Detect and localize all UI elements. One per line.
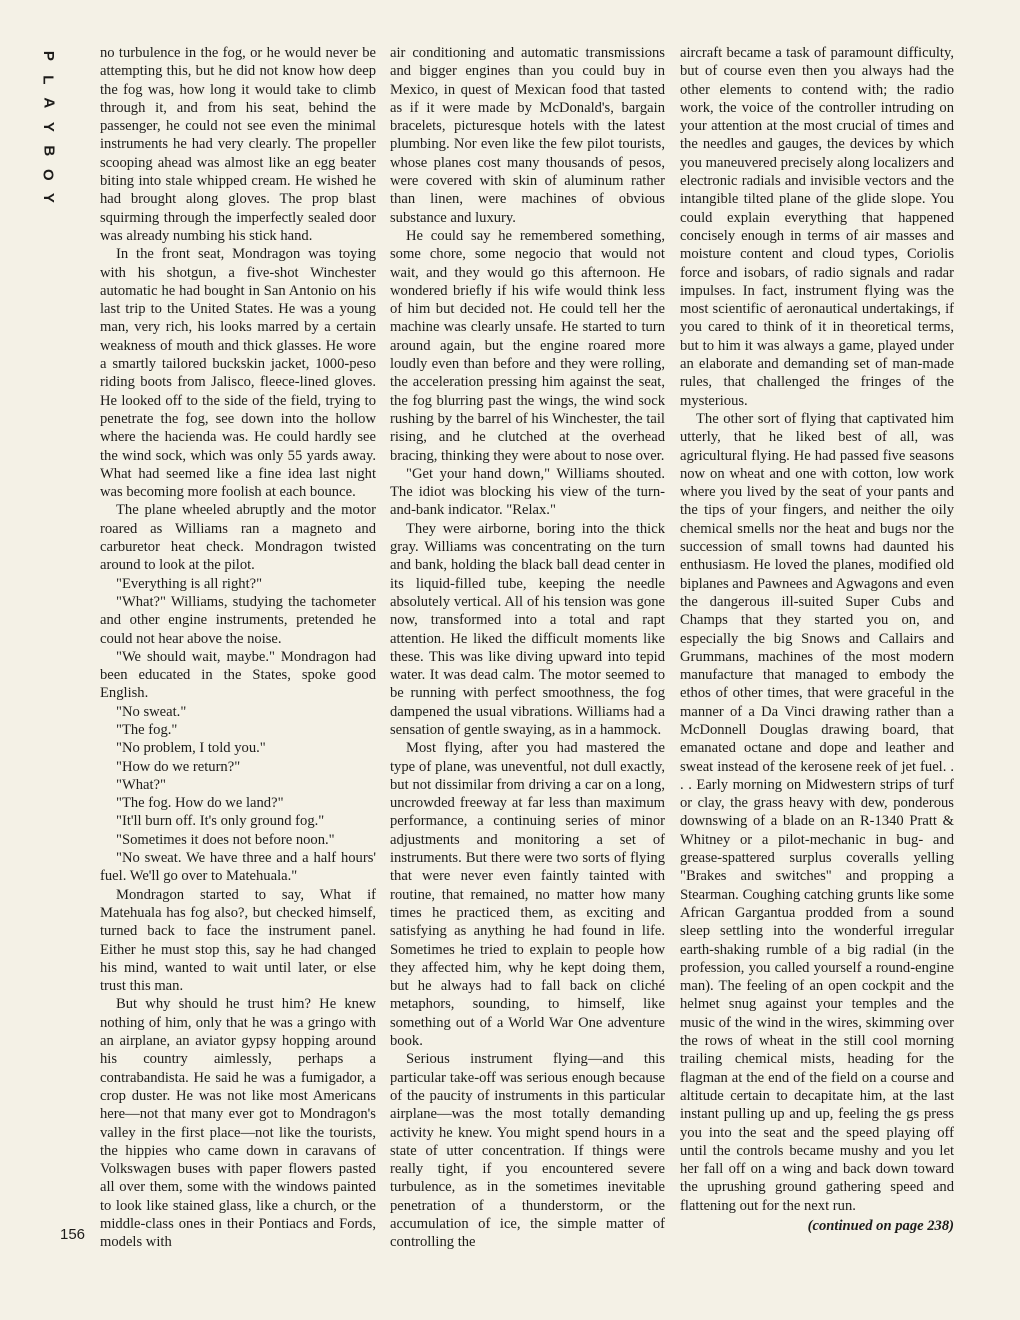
paragraph: air conditioning and automatic transmissions and bigger engines than you could buy in Mexico, in quest of Mexican food that tasted as if it were made by McDonald's, bargain bracelets, picturesque hotels with the latest plumbing. Nor even like the few pilot tourists, whose planes cost many thousands of pesos, were covered with skin of aluminum rather than linen, were machines of obvious substance and luxury. [390,45,665,226]
masthead-letter: Y [39,193,57,204]
text-column-3 [680,44,954,1235]
paragraph: "The fog. How do we land?" [116,795,284,812]
paragraph: "How do we return?" [116,758,241,775]
masthead-letter: L [39,74,57,85]
continued-note: (continued on page 238) [807,1218,954,1234]
masthead-letter: O [39,168,57,181]
paragraph: no turbulence in the fog, or he would never be attempting this, but he did not know how deep the fog was, how long it would take to climb through it, and from his seat, behind the passenger, he could not see even the minimal instruments he had very clearly. The propeller scooping ahead was almost like an egg beater biting into stale whipped cream. He wished he had brought along gloves. The prop blast squirming through the imperfectly sealed door was already numbing his stick hand. [100,45,376,244]
paragraph: "What?" Williams, studying the tachometer and other engine instruments, pretended he could not hear above the noise. [100,593,376,647]
text-column-2 [390,44,665,1252]
text-column-1 [100,44,376,1252]
masthead-letter: B [39,145,57,157]
paragraph: "It'll burn off. It's only ground fog." [116,813,325,830]
paragraph: The plane wheeled abruptly and the motor roared as Williams ran a magneto and carburetor heat check. Mondragon twisted around to look at the pilot. [100,502,376,574]
paragraph: They were airborne, boring into the thick gray. Williams was concentrating on the turn and bank, holding the black ball dead center in its liquid-filled tube, keeping the needle absolutely vertical. All of his tension was gone now, transformed into a total and rapt attention. He liked the difficult moments like these. This was like diving upward into tepid water. It was dead calm. The motor seemed to be running with perfect smoothness, the fog dampened the usual vibrations. Williams had a sensation of gentle swaying, as in a hammock. [390,520,665,738]
paragraph: "What?" [116,776,166,793]
paragraph: "Sometimes it does not before noon." [116,831,335,848]
paragraph: "No sweat. We have three and a half hours' fuel. We'll go over to Matehuala." [100,850,376,885]
paragraph: Mondragon started to say, What if Matehuala has fog also?, but checked himself, turned back to face the instrument panel. Either he must stop this, say he had changed his mind, wanted to wait until later, or else trust this man. [100,886,376,995]
paragraph: The other sort of flying that captivated him utterly, that he liked best of all, was agricultural flying. He had passed five seasons now on wheat and one with cotton, low work where you lived by the seat of your pants and the tips of your fingers, and neither the oily chemical smells nor the heat and bugs nor the succession of small towns had daunted his enthusiasm. He loved the planes, modified old biplanes and Pawnees and Agwagons and even the dangerous ill-suited Super Cubs and Champs that they started you on, and especially the big Snows and Callairs and Grummans, machines of the most modern manufacture that managed to embody the ethos of other times, that were graceful in the manner of a Da Vinci drawing rather than a McDonnell Douglas drawing board, that emanated octane and dope and leather and sweat instead of the kerosene reek of jet fuel. . . . Early morning on Midwestern strips of turf or clay, the grass heavy with dew, ponderous downswing of a blade on an R-1340 Pratt & Whitney or a pilot-mechanic in bug- and grease-spattered surplus coveralls yelling "Brakes and switches" and propping a Stearman. Coughing catching grunts like some African Gargantua prodded from a sound sleep settling into the wonderful irregular earth-shaking rumble of a big radial (in the profession, you called yourself a round-engine man). The feeling of an open cockpit and the helmet snug against your temples and the music of the wind in the wires, skimming over the rows of wheat in the still cool morning trailing chemical mists, heading for the flagman at the end of the field on a course and altitude certain to decapitate him, at the last instant pulling up and up, feeling the gs press you into the seat and the speed playing off until the controls became mushy and you let her fall off on a wing and back down toward the uprushing ground gathering speed and flattening out for the next run. [680,410,954,1214]
masthead-letter: A [39,97,57,109]
masthead-letter: P [39,50,57,61]
paragraph: Serious instrument flying—and this particular take-off was serious enough because of the paucity of instruments in this particular airplane—was the most totally demanding activity he knew. You might spend hours in a state of utter concentration. If things were really tight, if you encountered severe turbulence, as in the sometimes inevitable penetration of a thunderstorm, or the accumulation of ice, the simple matter of controlling the [390,1051,665,1251]
paragraph: aircraft became a task of paramount difficulty, but of course even then you always had the other elements to contend with; the radio work, the voice of the controller intruding on your attention at the most crucial of times and the needles and gauges, the devices by which you maneuvered precisely along localizers and electronic radials and invisible vectors and the intangible tilted plane of the glide slope. You could explain everything that happened concisely enough in terms of air masses and moisture content and cloud types, Coriolis force and isobars, of radio signals and radar impulses. In fact, instrument flying was the most scientific of aeronautical undertakings, if you cared to think of it in theoretical terms, but to him it was always a game, played under an elaborate and demanding set of man-made rules, that challenged the fringes of the mysterious. [680,45,954,409]
page-number: 156 [60,1226,86,1243]
paragraph: "Get your hand down," Williams shouted. The idiot was blocking his view of the turn-and-bank indicator. "Relax." [390,465,665,519]
paragraph: But why should he trust him? He knew nothing of him, only that he was a gringo with an airplane, an aviator gypsy hopping around his country aimlessly, perhaps a contrabandista. He said he was a fumigador, a crop duster. He was not like most Americans here—not that many ever got to Mondragon's valley in the first place—not like the tourists, the hippies who came down in caravans of Volkswagen buses with paper flowers pasted all over them, some with the windows painted to look like stained glass, like a church, or the middle-class ones in their Pontiacs and Fords, models with [100,996,376,1251]
playboy-masthead [34,44,62,210]
paragraph: "No problem, I told you." [116,740,266,757]
paragraph: He could say he remembered something, some chore, some negocio that would not wait, and they would go this afternoon. He wondered briefly if his wife would think less of him but decided not. He could tell her the machine was clearly unsafe. He started to turn around again, but the engine roared more loudly even than before and they were rolling, the acceleration pressing him against the seat, the fog blurring past the wings, the wind sock rushing by the barrel of his Winchester, the tail rising, and he clutched at the overhead bracing, thinking they were about to nose over. [390,227,665,464]
paragraph: Most flying, after you had mastered the type of plane, was uneventful, not dull exactly, but not dissimilar from driving a car on a long, uncrowded freeway at far less than maximum performance, a continuing series of minor adjustments and monitoring a set of instruments. But there were two sorts of flying that were never even faintly tainted with routine, that remained, no matter how many times he practiced them, as exciting and satisfying as anything he had found in life. Sometimes he tried to explain to people how they affected him, why he kept doing them, but he always had to fall back on cliché metaphors, sounding, to himself, like something out of a World War One adventure book. [390,740,665,1050]
masthead-letter: Y [39,121,57,132]
paragraph: In the front seat, Mondragon was toying with his shotgun, a five-shot Winchester automatic he had bought in San Antonio on his last trip to the United States. He was a young man, very rich, his looks marred by a certain weakness of mouth and thick glasses. He wore a smartly tailored buckskin jacket, 1000-peso riding boots from Jalisco, fleece-lined gloves. He looked off to the side of the field, trying to penetrate the fog, see down into the hollow where the hacienda was. He could hardly see the wind sock, which was only 55 yards away. What had seemed like a fine idea last night was becoming more foolish at each bounce. [100,246,376,501]
paragraph: "Everything is all right?" [116,575,263,592]
paragraph: "The fog." [116,721,178,738]
paragraph: "We should wait, maybe." Mondragon had been educated in the States, spoke good English. [100,648,376,702]
paragraph: "No sweat." [116,703,187,720]
